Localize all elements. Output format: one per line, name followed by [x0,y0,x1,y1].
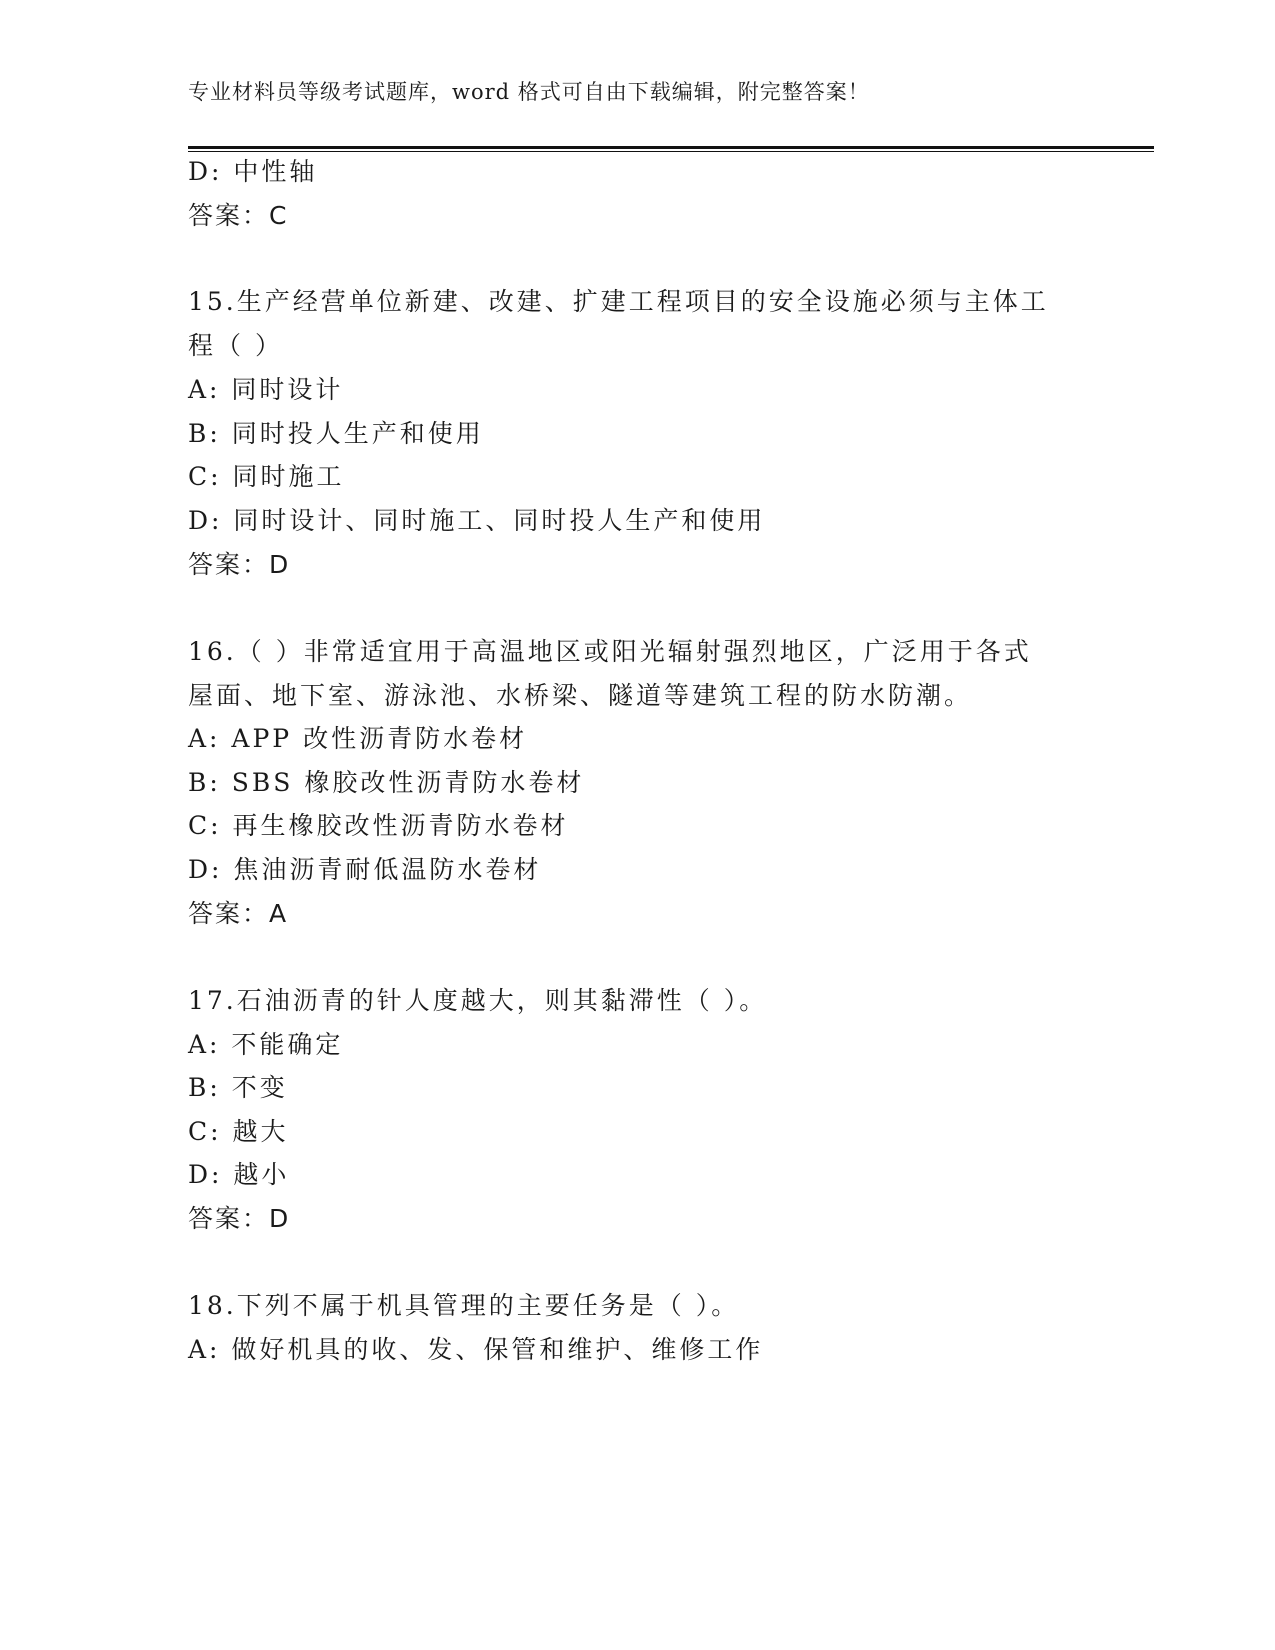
question-15-stem-line2: 程（ ） [188,331,283,360]
question-15-answer: 答案：D [188,550,291,579]
header-divider [188,146,1154,152]
question-18-stem-line1: 18.下列不属于机具管理的主要任务是（ ）。 [188,1291,740,1320]
question-15-option-b: B: 同时投人生产和使用 [188,419,484,448]
question-17-answer: 答案：D [188,1204,291,1233]
question-15-option-a: A: 同时设计 [188,375,344,404]
question-17-option-b: B: 不变 [188,1073,288,1102]
question-16-stem-line2: 屋面、地下室、游泳池、水桥梁、隧道等建筑工程的防水防潮。 [188,681,973,710]
question-16-option-a: A: APP 改性沥青防水卷材 [188,724,528,753]
question-17-option-a: A: 不能确定 [188,1030,344,1059]
question-16-stem-line1: 16.（ ）非常适宜用于高温地区或阳光辐射强烈地区，广泛用于各式 [188,637,1032,666]
question-16-option-c: C: 再生橡胶改性沥青防水卷材 [188,811,569,840]
question-15-option-d: D: 同时设计、同时施工、同时投人生产和使用 [188,506,766,535]
question-17-option-c: C: 越大 [188,1117,289,1146]
question-16-option-b: B: SBS 橡胶改性沥青防水卷材 [188,768,585,797]
question-16-option-d: D: 焦油沥青耐低温防水卷材 [188,855,542,884]
question-18-option-a: A: 做好机具的收、发、保管和维护、维修工作 [188,1335,764,1364]
question-15-option-c: C: 同时施工 [188,462,345,491]
question-17-option-d: D: 越小 [188,1160,290,1189]
question-17-stem-line1: 17.石油沥青的针人度越大，则其黏滞性（ ）。 [188,986,768,1015]
question-16-answer: 答案：A [188,899,289,928]
prev-answer: 答案：C [188,201,289,230]
question-15-stem-line1: 15.生产经营单位新建、改建、扩建工程项目的安全设施必须与主体工 [188,287,1049,316]
prev-option-d: D: 中性轴 [188,157,318,186]
page-header: 专业材料员等级考试题库，word 格式可自由下载编辑，附完整答案！ [188,80,870,104]
